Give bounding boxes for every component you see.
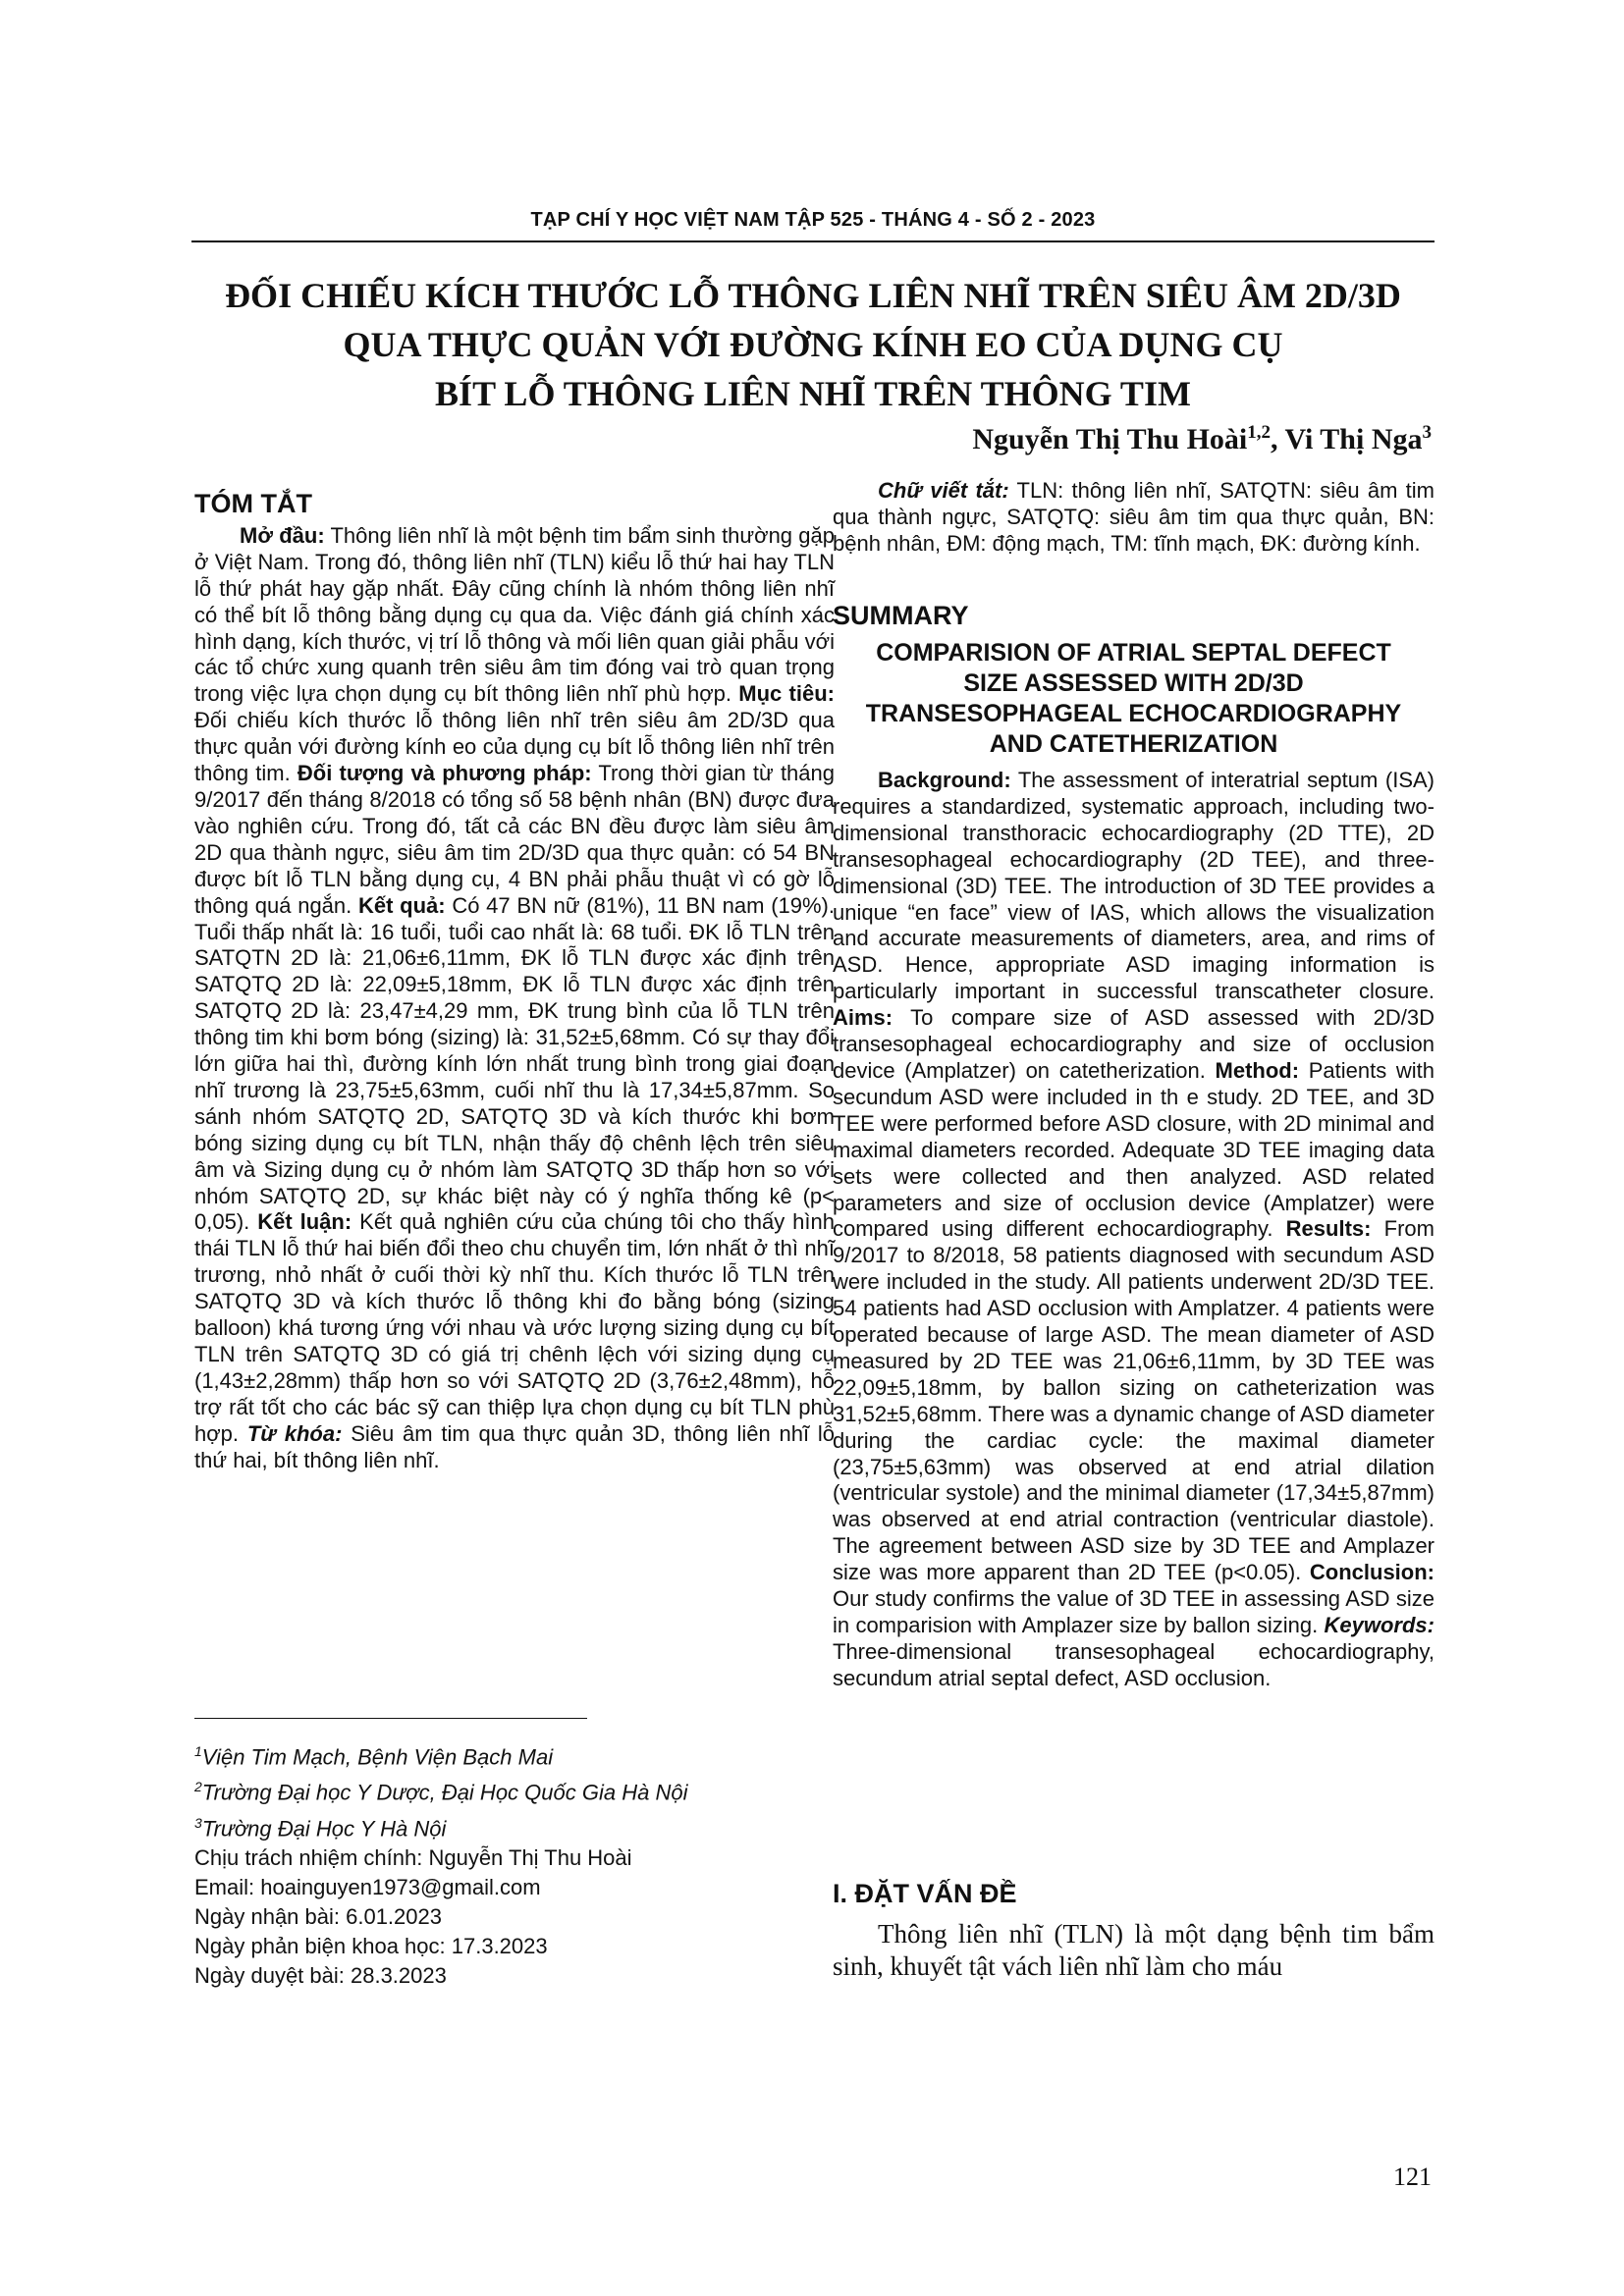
- footnote-responsible: Chịu trách nhiệm chính: Nguyễn Thị Thu Hoài: [194, 1844, 632, 1870]
- journal-header: TẠP CHÍ Y HỌC VIỆT NAM TẬP 525 - THÁNG 4 - SỐ 2 - 2023: [530, 209, 1096, 231]
- author-name: Vi Thị Nga: [1284, 423, 1423, 455]
- text-mo-dau: Thông liên nhĩ là một bệnh tim bẩm sinh thường gặp ở Việt Nam. Trong đó, thông liên nhĩ (TLN) kiểu lỗ thứ hai hay TLN lỗ thứ phát hay gặp nhất. Đây cũng chính là nhóm thông liên nhĩ có thể bít lỗ thông bằng dụng cụ qua da. Việc đánh giá chính xác hình dạng, kích thước, vị trí lỗ thông và mối liên quan giải phẫu với các tổ chức xung quanh trên siêu âm tim đóng vai trò quan trọng trong việc lựa chọn dụng cụ bít thông liên nhĩ phù hợp.: [194, 522, 835, 707]
- footnote-rule: [194, 1718, 587, 1719]
- abstract-vi: [194, 491, 835, 1474]
- text-background: The assessment of interatrial septum (ISA) requires a standardized, systematic approach, including two-dimensional transthoracic echocardiography (2D TTE), 2D transesophageal echocardiography (2D TEE), and three-dimensional (3D) TEE. The introduction of 3D TEE provides a unique “en face” view of IAS, which allows the visualization and accurate measurements of diameters, area, and rims of ASD. Hence, appropriate ASD imaging information is particularly important in successful transcatheter closure.: [833, 768, 1435, 1004]
- footnote-received: Ngày nhận bài: 6.01.2023: [194, 1903, 442, 1929]
- footnote-affiliation: [194, 1808, 842, 1843]
- footnote-affiliation: [194, 1772, 842, 1807]
- text-method: Patients with secundum ASD were included in th e study. 2D TEE, and 3D TEE were performed before ASD closure, with 2D minimal and maximal diameters recorded. Adequate 3D TEE imaging data sets were collected and then analyzed. ASD related parameters and size of occlusion device (Amplatzer) were compared using different echocardiography.: [833, 1057, 1435, 1242]
- page-number: 121: [1393, 2163, 1432, 2191]
- en-title-line: COMPARISION OF ATRIAL SEPTAL DEFECT: [876, 639, 1391, 667]
- intro-heading: I. ĐẶT VẤN ĐỀ: [833, 1879, 1017, 1908]
- text-results: From 9/2017 to 8/2018, 58 patients diagnosed with secundum ASD were included in the study. All patients underwent 2D/3D TEE. 54 patients had ASD occlusion with Amplatzer. 4 patients were operated because of large ASD. The mean diameter of ASD measured by 2D TEE was 21,06±6,11mm, by 3D TEE was 22,09±5,18mm, by ballon sizing on catheterization was 31,52±5,68mm. There was a dynamic change of ASD diameter during the cardiac cycle: the maximal diameter (23,75±5,63mm) was observed at end atrial dilation (ventricular systole) and the minimal diameter (17,34±5,87mm) was observed at end atrial contraction (ventricular diastole). The agreement between ASD size by 3D TEE and Amplazer size was more apparent than 2D TEE (p<0.05).: [833, 1216, 1435, 1585]
- label-ket-qua: Kết quả:: [357, 892, 446, 918]
- label-muc-tieu: Mục tiêu:: [738, 681, 835, 707]
- abbreviations: [833, 478, 1435, 558]
- intro-body: [833, 1918, 1435, 1983]
- text-ket-qua: Có 47 BN nữ (81%), 11 BN nam (19%). Tuổi thấp nhất là: 16 tuổi, tuổi cao nhất là: 68 tuổi. ĐK lỗ TLN trên SATQTN 2D là: 21,06±6,11mm, ĐK lỗ TLN được xác định trên SATQTQ 2D là: 22,09±5,18mm, ĐK lỗ TLN được xác định trên SATQTQ 2D là: 23,47±4,29 mm, ĐK trung bình của lỗ TLN trên thông tim khi bơm bóng (sizing) là: 31,52±5,68mm. Có sự thay đổi lớn giữa hai thì, đường kính lớn nhất trung bình trong giai đoạn nhĩ trương là 23,75±5,63mm, cuối nhĩ thu là 17,34±5,87mm. So sánh nhóm SATQTQ 2D, SATQTQ 3D và kích thước khi bơm bóng sizing dụng cụ bít TLN, nhận thấy độ chênh lệch trên siêu âm và Sizing dụng cụ ở nhóm làm SATQTQ 3D thấp hơn so với nhóm SATQTQ 2D, sự khác biệt này có ý nghĩa thống kê (p< 0,05).: [194, 892, 835, 1235]
- text-muc-tieu: Đối chiếu kích thước lỗ thông liên nhĩ trên siêu âm 2D/3D qua thực quản với đường kính eo của dụng cụ bít lỗ thông liên nhĩ trên thông tim.: [194, 708, 835, 786]
- footnote-affiliation: [194, 1736, 842, 1772]
- intro-text: Thông liên nhĩ (TLN) là một dạng bệnh tim bẩm sinh, khuyết tật vách liên nhĩ làm cho máu: [833, 1919, 1435, 1981]
- footnote-marker: 2: [194, 1779, 202, 1795]
- en-title-line: AND CATETHERIZATION: [989, 730, 1278, 758]
- text-aims: To compare size of ASD assessed with 2D/3D transesophageal echocardiography and size of occlusion device (Amplatzer) on catetherization.: [833, 1005, 1435, 1083]
- summary-body: [833, 768, 1435, 1692]
- text-abbrev: TLN: thông liên nhĩ, SATQTN: siêu âm tim qua thành ngực, SATQTQ: siêu âm tim qua thực quản, BN: bệnh nhân, ĐM: động mạch, TM: tĩnh mạch, ĐK: đường kính.: [833, 478, 1435, 556]
- english-title: [833, 638, 1435, 760]
- label-method: Method:: [1215, 1057, 1300, 1083]
- summary-heading: SUMMARY: [833, 601, 969, 630]
- footnote-text: Trường Đại học Y Dược, Đại Học Quốc Gia Hà Nội: [201, 1780, 688, 1805]
- label-conclusion: Conclusion:: [1309, 1560, 1435, 1585]
- footnote-text: Trường Đại Học Y Hà Nội: [201, 1815, 447, 1841]
- label-ket-luan: Kết luận:: [257, 1209, 352, 1235]
- author-affiliation: 3: [1422, 422, 1432, 443]
- author-name: Nguyễn Thị Thu Hoài: [972, 423, 1248, 455]
- title-line: BÍT LỖ THÔNG LIÊN NHĨ TRÊN THÔNG TIM: [435, 374, 1191, 413]
- abstract-heading: TÓM TẮT: [194, 489, 312, 518]
- en-title-line: TRANSESOPHAGEAL ECHOCARDIOGRAPHY: [865, 700, 1402, 727]
- author-affiliation: 1,2: [1247, 422, 1271, 443]
- label-keywords: Keywords:: [1324, 1613, 1435, 1637]
- label-results: Results:: [1285, 1216, 1372, 1242]
- text-tu-khoa: Siêu âm tim qua thực quản 3D, thông liên nhĩ lỗ thứ hai, bít thông liên nhĩ.: [194, 1420, 835, 1472]
- footnote-text: Viện Tim Mạch, Bệnh Viện Bạch Mai: [201, 1744, 554, 1770]
- article-title: [191, 271, 1435, 418]
- label-abbrev: Chữ viết tắt:: [878, 478, 1009, 503]
- footnote-marker: 3: [194, 1814, 202, 1831]
- label-mo-dau: Mở đầu:: [240, 522, 325, 548]
- text-ket-luan: Kết quả nghiên cứu của chúng tôi cho thấy hình thái TLN lỗ thứ hai biến đổi theo chu chuyển tim, lớn nhất ở thì nhĩ trương, nhỏ nhất ở cuối thời kỳ nhĩ thu. Kích thước lỗ TLN trên SATQTQ 3D và kích thước lỗ thông khi đo bằng bóng (sizing balloon) khá tương ứng với nhau và ước lượng sizing dụng cụ bít TLN trên SATQTQ 3D có giá trị chênh lệch với sizing dụng cụ (1,43±2,28mm) thấp hơn so với SATQTQ 2D (3,76±2,48mm), hỗ trợ rất tốt cho các bác sỹ can thiệp lựa chọn dụng cụ bít TLN phù hợp.: [194, 1209, 835, 1446]
- header-rule: [191, 240, 1435, 242]
- label-tu-khoa: Từ khóa:: [246, 1420, 343, 1446]
- en-title-line: SIZE ASSESSED WITH 2D/3D: [963, 669, 1304, 697]
- footnotes: [194, 1736, 842, 1991]
- label-doi-tuong: Đối tượng và phương pháp:: [297, 761, 592, 786]
- abstract-body: [194, 523, 835, 1474]
- text-conclusion: Our study confirms the value of 3D TEE in assessing ASD size in comparision with Amplazer size by ballon sizing.: [833, 1586, 1435, 1637]
- footnote-reviewed: Ngày phản biện khoa học: 17.3.2023: [194, 1933, 548, 1958]
- title-line: ĐỐI CHIẾU KÍCH THƯỚC LỖ THÔNG LIÊN NHĨ TRÊN SIÊU ÂM 2D/3D: [225, 276, 1401, 315]
- text-keywords: Three-dimensional transesophageal echocardiography, secundum atrial septal defect, ASD occlusion.: [833, 1638, 1435, 1690]
- title-line: QUA THỰC QUẢN VỚI ĐƯỜNG KÍNH EO CỦA DỤNG CỤ: [343, 325, 1283, 364]
- label-background: Background:: [878, 768, 1011, 792]
- footnote-email: Email: hoainguyen1973@gmail.com: [194, 1874, 541, 1899]
- label-aims: Aims:: [833, 1005, 893, 1031]
- footnote-approved: Ngày duyệt bài: 28.3.2023: [194, 1962, 447, 1988]
- authors: [972, 422, 1432, 456]
- footnote-marker: 1: [194, 1743, 202, 1759]
- author-separator: ,: [1270, 423, 1285, 455]
- text-doi-tuong: Trong thời gian từ tháng 9/2017 đến tháng 8/2018 có tổng số 58 bệnh nhân (BN) được đưa vào nghiên cứu. Trong đó, tất cả các BN đều được làm siêu âm 2D qua thành ngực, siêu âm tim 2D/3D qua thực quản: có 54 BN được bít lỗ TLN bằng dụng cụ, 4 BN phải phẫu thuật vì có gờ lỗ thông quá ngắn.: [194, 761, 836, 918]
